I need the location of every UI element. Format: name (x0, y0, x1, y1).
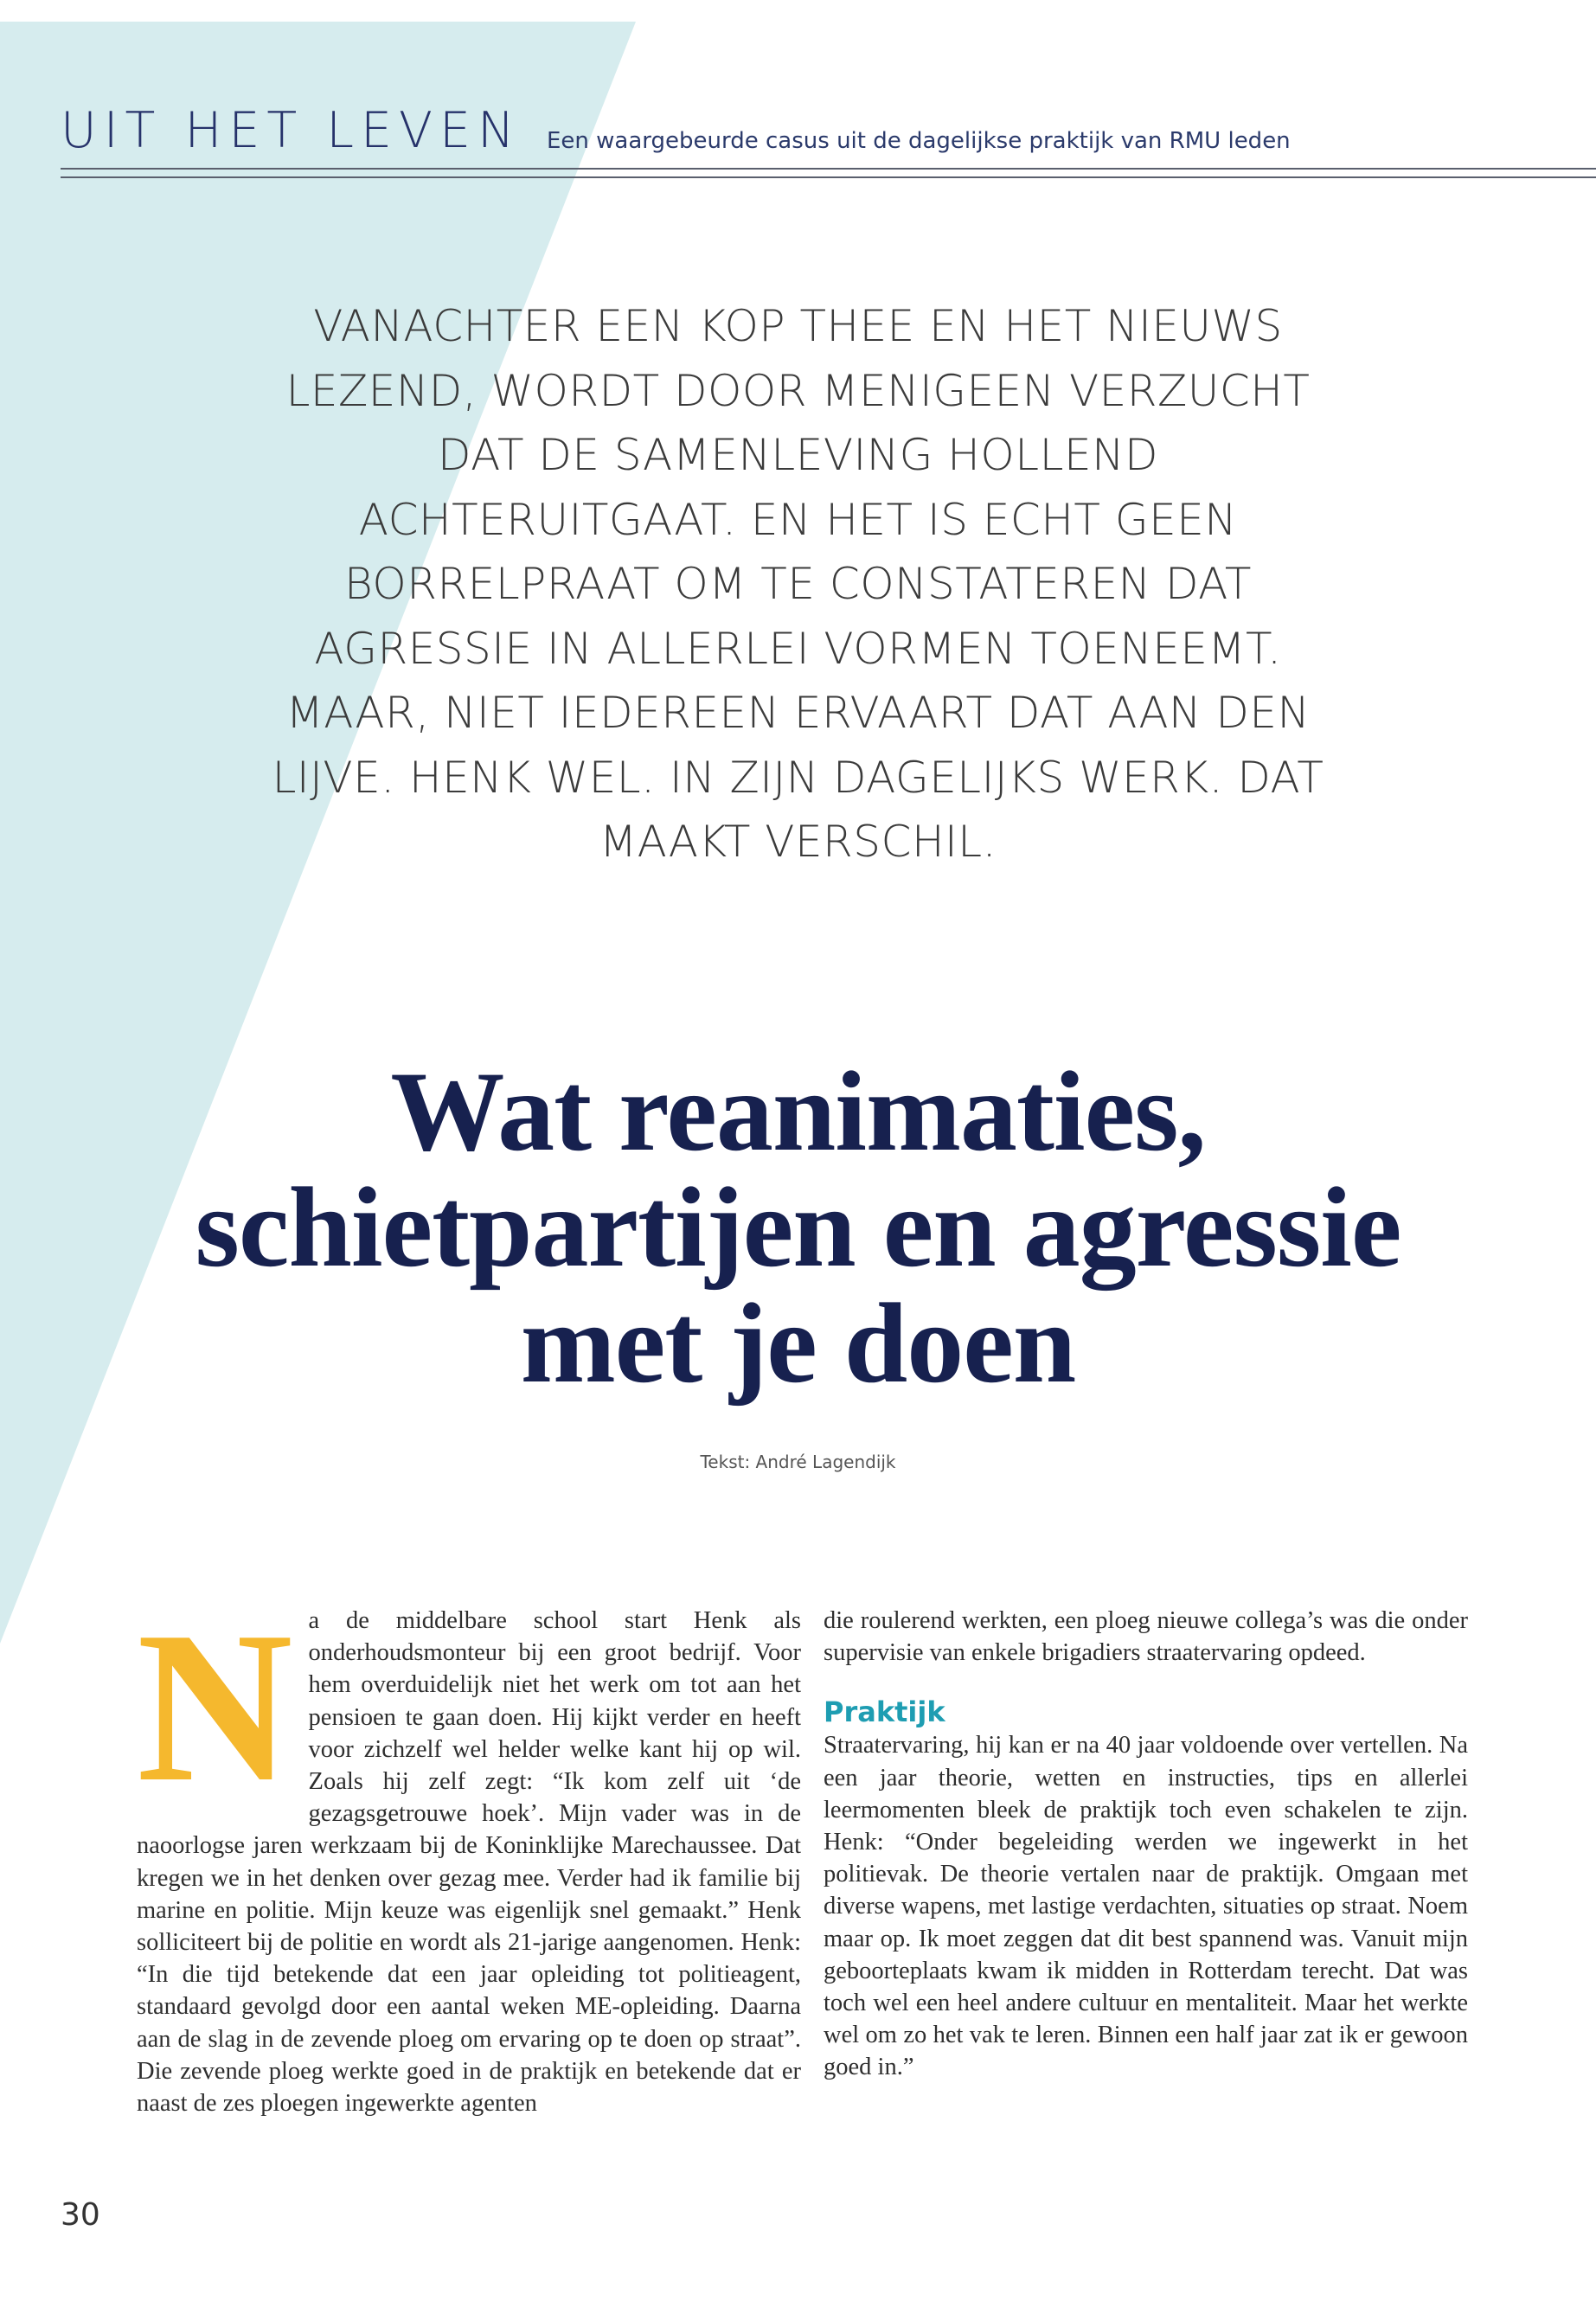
article-headline: Wat reanimaties, schietpartijen en agressie met je doen (195, 1048, 1401, 1407)
article-subheading: Praktijk (824, 1695, 945, 1729)
article-paragraph: a de middelbare school start Henk als onderhoudsmonteur bij een groot bedrijf. Voor hem overduidelijk niet het werk om tot aan het pensioen te gaan doen. Hij kijkt verder en heeft voor zichzelf wel helder welke kant hij op wil. Zoals hij zelf zegt: “Ik kom zelf uit ‘de gezagsgetrouwe hoek’. Mijn vader was in de naoorlogse jaren werkzaam bij de Koninklijke Marechaussee. Dat kregen we in het denken over gezag mee. Verder had ik familie bij marine en politie. Mijn keuze was eigenlijk snel gemaakt.” Henk solliciteert bij de politie en wordt als 21-jarige aangenomen. Henk: “In die tijd betekende dat een jaar opleiding tot politieagent, standaard gevolgd door een aantal weken ME-opleiding. Daarna aan de slag in de zevende ploeg om ervaring op te doen op straat”. Die zevende ploeg werkte goed in de praktijk en betekende dat er naast de zes ploegen ingewerkte agenten (137, 1607, 801, 2118)
article-paragraph: die roulerend werkten, een ploeg nieuwe collega’s was die onder supervisie van enkele brigadiers straatervaring opdeed. (824, 1607, 1468, 1667)
header-rule-top (61, 168, 1596, 170)
article-column-right (824, 1605, 1468, 2084)
byline: Tekst: André Lagendijk (700, 1452, 896, 1472)
section-label: UIT HET LEVEN (61, 102, 522, 159)
drop-cap: N (137, 1587, 293, 1827)
article-paragraph: Straatervaring, hij kan er na 40 jaar voldoende over vertellen. Na een jaar theorie, wetten en instructies, tips en allerlei leermomenten bleek de praktijk toch even schakelen te zijn. Henk: “Onder begeleiding werden we ingewerkt in het politievak. De theorie vertalen naar de praktijk. Omgaan met diverse wapens, met lastige verdachten, situaties op straat. Noem maar op. Ik moet zeggen dat dit best spannend was. Vanuit mijn geboorteplaats kwam ik midden in Rotterdam terecht. Dat was toch wel een heel andere cultuur en mentaliteit. Maar het werkte wel om zo het vak te leren. Binnen een half jaar zat ik er gewoon goed in.” (824, 1732, 1468, 2081)
page-number: 30 (61, 2197, 100, 2233)
header-rule-bottom (61, 176, 1596, 178)
intro-paragraph: VANACHTER EEN KOP THEE EN HET NIEUWS LEZEND, WORDT DOOR MENIGEEN VERZUCHT DAT DE SAMENLEVING HOLLEND ACHTERUITGAAT. EN HET IS ECHT GEEN BORRELPRAAT OM TE CONSTATEREN DAT AGRESSIE IN ALLERLEI VORMEN TOENEEMT. MAAR, NIET IEDEREEN ERVAART DAT AAN DEN LIJVE. HENK WEL. IN ZIJN DAGELIJKS WERK. DAT MAAKT VERSCHIL. (272, 301, 1324, 867)
article-column-left (137, 1587, 801, 2119)
section-subtitle: Een waargebeurde casus uit de dagelijkse praktijk van RMU leden (547, 128, 1291, 154)
